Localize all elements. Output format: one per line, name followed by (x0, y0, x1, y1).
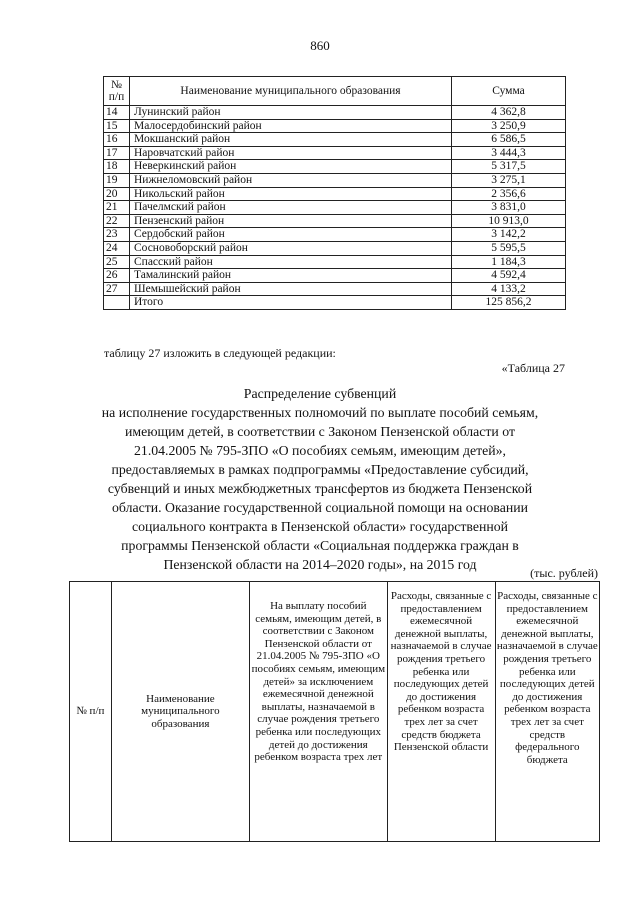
heading-line: Пензенской области на 2014–2020 годы», на 2015 год (163, 557, 477, 572)
municipality-name: Пачелмский район (130, 201, 452, 215)
page-number: 860 (310, 38, 330, 53)
table1-header-no: № п/п (104, 77, 130, 106)
table1-row (104, 133, 566, 147)
row-number: 26 (104, 269, 130, 283)
row-number: 24 (104, 241, 130, 255)
row-sum: 4 362,8 (452, 106, 566, 120)
units-label: (тыс. рублей) (530, 566, 598, 580)
municipality-name: Наровчатский район (130, 146, 452, 160)
row-number: 16 (104, 133, 130, 147)
municipality-name: Никольский район (130, 187, 452, 201)
municipality-name: Сердобский район (130, 228, 452, 242)
municipality-name: Сосновоборский район (130, 241, 452, 255)
row-number (104, 296, 130, 310)
row-sum: 3 142,2 (452, 228, 566, 242)
table2-header-no: № п/п (70, 582, 112, 842)
municipality-name: Итого (130, 296, 452, 310)
municipality-name: Неверкинский район (130, 160, 452, 174)
heading-line: имеющим детей, в соответствии с Законом Пензенской области от (125, 424, 515, 439)
subvention-sum-table (103, 76, 566, 310)
row-sum: 10 913,0 (452, 214, 566, 228)
row-sum: 5 595,5 (452, 241, 566, 255)
row-number: 20 (104, 187, 130, 201)
row-sum: 3 831,0 (452, 201, 566, 215)
heading-title: Распределение субвенций (243, 386, 397, 401)
heading-line: 21.04.2005 № 795-ЗПО «О пособиях семьям, имеющим детей», (134, 443, 506, 458)
municipality-name: Нижнеломовский район (130, 173, 452, 187)
row-number: 15 (104, 119, 130, 133)
table1-row (104, 187, 566, 201)
heading-line: социального контракта в Пензенской области» государственной (132, 519, 508, 534)
row-sum: 4 133,2 (452, 282, 566, 296)
table2-header-col3: Расходы, связанные с предоставлением ежемесячной денежной выплаты, назначаемой в случае рождения третьего ребенка или последующих детей до достижения ребенком возраста трех лет за счет средств федерального бюджета (495, 582, 599, 842)
heading-line: области. Оказание государственной социальной помощи на основании (112, 500, 528, 515)
municipality-name: Шемышейский район (130, 282, 452, 296)
table-label: «Таблица 27 (501, 361, 565, 375)
row-sum: 1 184,3 (452, 255, 566, 269)
table1-row (104, 146, 566, 160)
row-sum: 6 586,5 (452, 133, 566, 147)
table1-row (104, 228, 566, 242)
heading-line: субвенций и иных межбюджетных трансфертов из бюджета Пензенской (107, 481, 533, 496)
heading-line: на исполнение государственных полномочий по выплате пособий семьям, (101, 405, 539, 420)
table1-row (104, 173, 566, 187)
municipality-name: Пензенский район (130, 214, 452, 228)
table2-header-name: Наименование муниципального образования (111, 582, 249, 842)
row-sum: 5 317,5 (452, 160, 566, 174)
table2-header-row (70, 582, 600, 842)
municipality-name: Тамалинский район (130, 269, 452, 283)
row-number: 22 (104, 214, 130, 228)
table1-header-row (104, 77, 566, 106)
table1-row (104, 255, 566, 269)
heading-lines (70, 403, 570, 574)
row-number: 25 (104, 255, 130, 269)
row-sum: 3 444,3 (452, 146, 566, 160)
section-heading (70, 384, 570, 574)
municipality-name: Мокшанский район (130, 133, 452, 147)
row-number: 17 (104, 146, 130, 160)
table1-row (104, 106, 566, 120)
row-number: 19 (104, 173, 130, 187)
table1-header-name: Наименование муниципального образования (130, 77, 452, 106)
table1-total-row (104, 296, 566, 310)
table1-row (104, 241, 566, 255)
subvention-distribution-table (69, 581, 600, 842)
table1-row (104, 214, 566, 228)
table1-row (104, 282, 566, 296)
table1-row (104, 160, 566, 174)
row-number: 27 (104, 282, 130, 296)
municipality-name: Лунинский район (130, 106, 452, 120)
row-sum: 4 592,4 (452, 269, 566, 283)
heading-line: программы Пензенской области «Социальная поддержка граждан в (121, 538, 519, 553)
row-number: 18 (104, 160, 130, 174)
row-sum: 2 356,6 (452, 187, 566, 201)
instruction-text: таблицу 27 изложить в следующей редакции: (104, 346, 336, 360)
table1-row (104, 119, 566, 133)
row-sum: 3 250,9 (452, 119, 566, 133)
table1-body (104, 106, 566, 310)
row-number: 21 (104, 201, 130, 215)
municipality-name: Спасский район (130, 255, 452, 269)
table2-header-col1: На выплату пособий семьям, имеющим детей, в соответствии с Законом Пензенской области от 21.04.2005 № 795-ЗПО «О пособиях семьям, имеющим детей» за исключением ежемесячной денежной выплаты, назначаемой в случае рождения третьего ребенка или последующих детей до достижения ребенком возраста трех лет (250, 582, 387, 842)
table1-header-sum: Сумма (452, 77, 566, 106)
row-sum: 3 275,1 (452, 173, 566, 187)
table1-row (104, 269, 566, 283)
table2-header-col2: Расходы, связанные с предоставлением ежемесячной денежной выплаты, назначаемой в случае рождения третьего ребенка или последующих детей до достижения ребенком возраста трех лет за счет средств бюджета Пензенской области (387, 582, 495, 842)
row-sum: 125 856,2 (452, 296, 566, 310)
heading-line: предоставляемых в рамках подпрограммы «Предоставление субсидий, (111, 462, 529, 477)
row-number: 14 (104, 106, 130, 120)
row-number: 23 (104, 228, 130, 242)
municipality-name: Малосердобинский район (130, 119, 452, 133)
table1-row (104, 201, 566, 215)
